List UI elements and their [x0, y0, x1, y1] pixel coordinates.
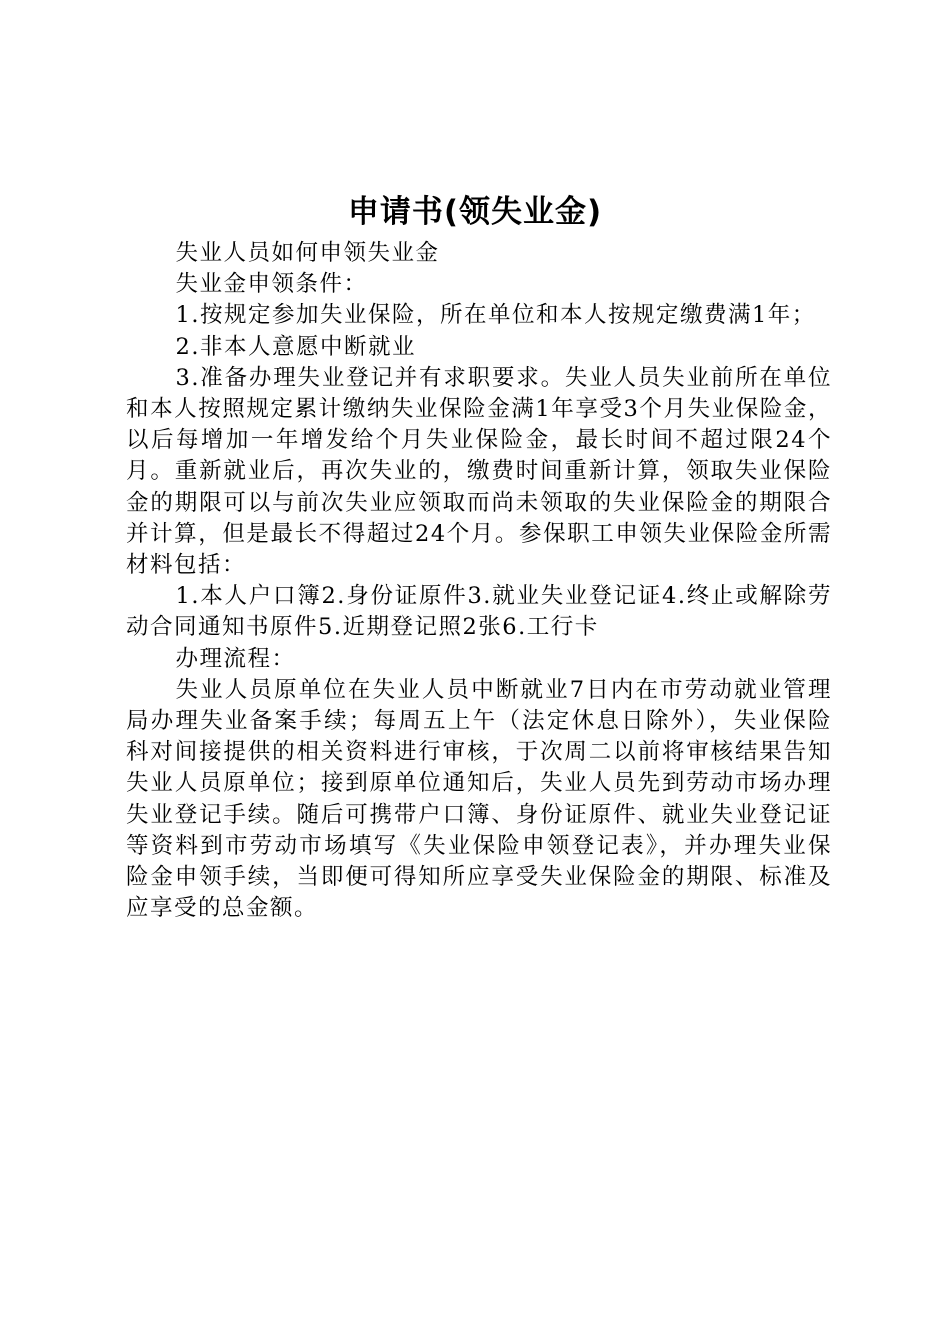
- paragraph-intro: 失业人员如何申领失业金: [175, 240, 440, 266]
- paragraph-condition-3: 3.准备办理失业登记并有求职要求。失业人员失业前所在单位和本人按照规定累计缴纳失业保险金满1年享受3个月失业保险金，以后每增加一年增发给个月失业保险金，最长时间不超过限24个月。重新就业后，再次失业的，缴费时间重新计算，领取失业保险金的期限可以与前次失业应领取而尚未领取的失业保险金的期限合并计算，但是最长不得超过24个月。参保职工申领失业保险金所需材料包括：: [126, 364, 832, 579]
- document-body: [126, 238, 832, 924]
- paragraph-condition-2: 2.非本人意愿中断就业: [175, 333, 416, 360]
- paragraph-conditions-heading: 失业金申领条件：: [175, 271, 368, 298]
- paragraph-process-heading: 办理流程：: [175, 645, 296, 672]
- paragraph-condition-1: 1.按规定参加失业保险，所在单位和本人按规定缴费满1年；: [175, 302, 816, 329]
- paragraph-materials: 1.本人户口簿2.身份证原件3.就业失业登记证4.终止或解除劳动合同通知书原件5.近期登记照2张6.工行卡: [126, 583, 832, 641]
- document-title: 申请书(领失业金): [347, 194, 603, 230]
- paragraph-process: 失业人员原单位在失业人员中断就业7日内在市劳动就业管理局办理失业备案手续；每周五上午（法定休息日除外），失业保险科对间接提供的相关资料进行审核，于次周二以前将审核结果告知失业人员原单位；接到原单位通知后，失业人员先到劳动市场办理失业登记手续。随后可携带户口簿、身份证原件、就业失业登记证等资料到市劳动市场填写《失业保险申领登记表》，并办理失业保险金申领手续，当即便可得知所应享受失业保险金的期限、标准及应享受的总金额。: [126, 676, 832, 922]
